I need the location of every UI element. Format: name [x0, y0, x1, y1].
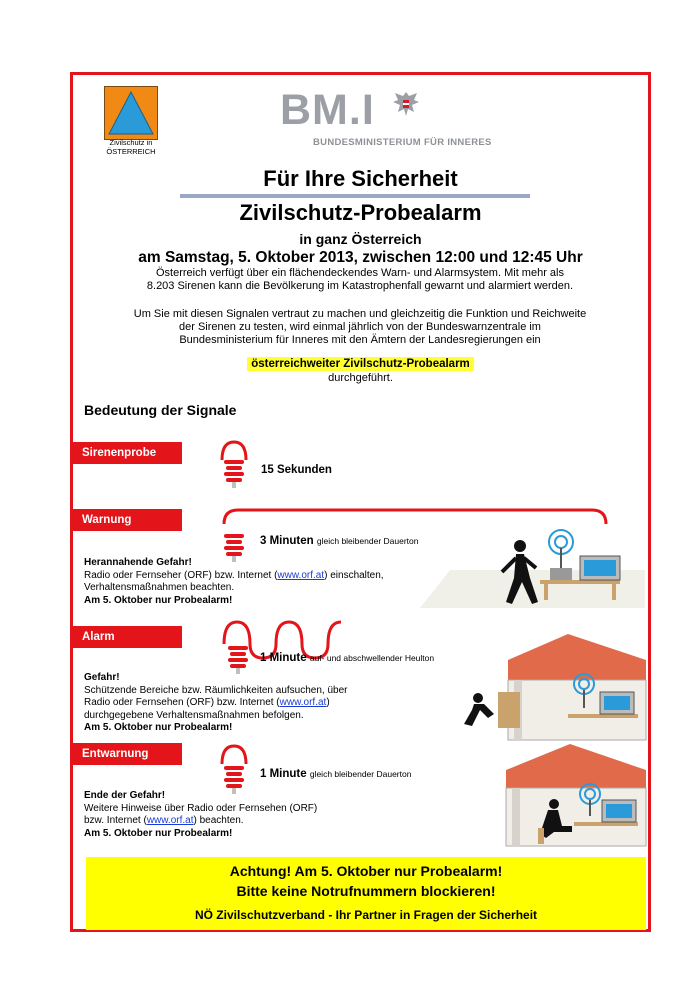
warnung-line2-post: ) einschalten,: [324, 569, 384, 581]
alarm-line3: [84, 697, 348, 710]
label-alarm: Alarm: [72, 626, 182, 648]
duration-alarm: [260, 652, 434, 664]
alarm-line2: Schützende Bereiche bzw. Räumlichkeiten aufsuchen, über: [84, 684, 348, 696]
signals-heading: Bedeutung der Signale: [84, 402, 237, 418]
banner-line3: NÖ Zivilschutzverband - Ihr Partner in Fragen der Sicherheit: [194, 908, 538, 922]
warnung-line4: Am 5. Oktober nur Probealarm!: [84, 594, 233, 606]
duration-entwarnung: [260, 768, 411, 780]
signal-probe-wave: [210, 436, 250, 496]
entwarnung-line3-pre: bzw. Internet (: [84, 815, 147, 826]
intro-2-line2: der Sirenen zu testen, wird einmal jährlich von der Bundeswarnzentrale im: [179, 321, 541, 333]
intro-1-line1: Österreich verfügt über ein flächendeckendes Warn- und Alarmsystem. Mit mehr als: [156, 267, 564, 279]
orf-link[interactable]: www.orf.at: [146, 815, 194, 826]
intro-closing: durchgeführt.: [328, 372, 393, 384]
triangle-icon: [105, 87, 157, 139]
entwarnung-line4: Am 5. Oktober nur Probealarm!: [84, 827, 233, 839]
banner-line2: Bitte keine Notrufnummern blockieren!: [236, 883, 496, 899]
banner-line1: Achtung! Am 5. Oktober nur Probealarm!: [229, 863, 503, 879]
bmi-logo-subtitle: BUNDESMINISTERIUM FÜR INNERES: [313, 137, 492, 148]
zivilschutz-logo: [104, 86, 158, 140]
page-subtitle: Zivilschutz-Probealarm: [239, 200, 482, 225]
page-title: Für Ihre Sicherheit: [263, 166, 458, 191]
warnung-text: [84, 557, 384, 607]
highlight-text: österreichweiter Zivilschutz-Probealarm: [247, 357, 474, 371]
illustration-house-alarm: [458, 630, 648, 745]
title-divider: [180, 194, 530, 198]
duration-entwarnung-note: gleich bleibender Dauerton: [309, 769, 412, 779]
intro-2-line1: Um Sie mit diesen Signalen vertraut zu machen und gleichzeitig die Funktion und Reichweite: [133, 308, 587, 320]
illustration-living-room: [420, 518, 645, 610]
label-entwarnung: Entwarnung: [72, 743, 182, 765]
bmi-logo-title: BM.I: [280, 86, 375, 134]
alarm-line4: durchgegebene Verhaltensmaßnahmen befolgen.: [84, 709, 304, 721]
duration-sirenenprobe: 15 Sekunden: [261, 464, 332, 476]
date-line: am Samstag, 5. Oktober 2013, zwischen 12:00 und 12:45 Uhr: [138, 249, 583, 266]
entwarnung-line3: [84, 815, 317, 828]
entwarnung-line2: Weitere Hinweise über Radio oder Fernsehen (ORF): [84, 802, 318, 814]
zivilschutz-caption-line2: ÖSTERREICH: [106, 147, 156, 156]
intro-1-line2: 8.203 Sirenen kann die Bevölkerung im Katastrophenfall gewarnt und alarmiert werden.: [146, 280, 574, 292]
intro-paragraph-1: [90, 267, 630, 293]
duration-entwarnung-value: 1 Minute: [260, 768, 307, 780]
duration-warnung: [260, 535, 418, 547]
alarm-line3-post: ): [326, 697, 330, 708]
highlight-wrap: [70, 354, 651, 372]
warnung-line3: Verhaltensmaßnahmen beachten.: [84, 582, 235, 593]
label-warnung: Warnung: [72, 509, 182, 531]
duration-alarm-note: auf- und abschwellender Heulton: [309, 653, 435, 663]
entwarnung-line1: Ende der Gefahr!: [84, 790, 166, 801]
label-sirenenprobe: Sirenenprobe: [72, 442, 182, 464]
illustration-house-all-clear: [500, 742, 648, 850]
intro-2-line3: Bundesministerium für Inneres mit den Ämtern der Landesregierungen ein: [179, 334, 541, 346]
orf-link[interactable]: www.orf.at: [279, 697, 327, 708]
duration-alarm-value: 1 Minute: [260, 652, 307, 664]
intro-paragraph-2: [90, 308, 630, 347]
zivilschutz-caption: [88, 138, 174, 156]
alarm-line3-pre: Radio oder Fernsehen (ORF) bzw. Internet (: [84, 697, 280, 708]
duration-warnung-note: gleich bleibender Dauerton: [316, 536, 419, 546]
warnung-line2: [84, 570, 384, 583]
entwarnung-line3-post: ) beachten.: [193, 815, 244, 826]
alarm-text: [84, 672, 348, 735]
entwarnung-text: [84, 790, 317, 840]
duration-warnung-value: 3 Minuten: [260, 535, 314, 547]
zivilschutz-caption-line1: Zivilschutz in: [109, 138, 153, 147]
eagle-icon: [390, 88, 422, 122]
warnung-line2-pre: Radio oder Fernseher (ORF) bzw. Internet (: [84, 569, 278, 581]
alarm-line5: Am 5. Oktober nur Probealarm!: [84, 722, 233, 733]
alarm-line1: Gefahr!: [84, 672, 120, 683]
region-line: in ganz Österreich: [299, 231, 422, 247]
orf-link[interactable]: www.orf.at: [277, 569, 325, 581]
warnung-line1: Herannahende Gefahr!: [84, 557, 192, 568]
